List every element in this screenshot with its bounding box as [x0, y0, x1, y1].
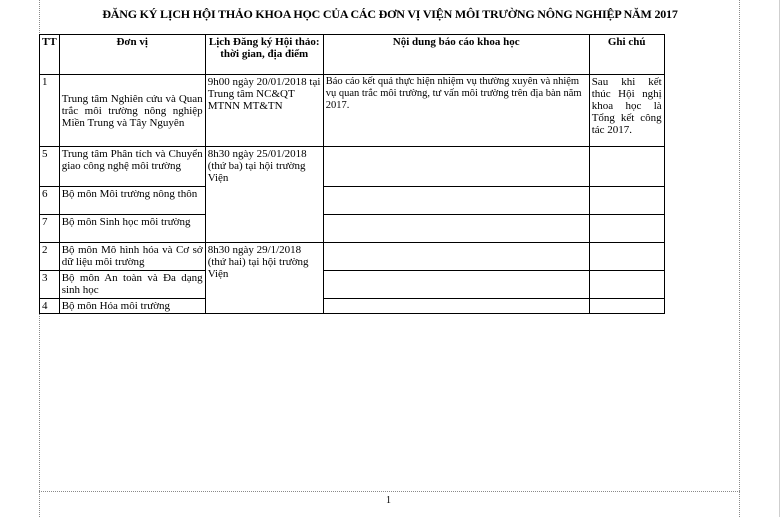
header-ghi-chu: Ghi chú	[589, 35, 664, 75]
row-lich: 9h00 ngày 20/01/2018 tại Trung tâm NC&QT MTNN MT&TN	[205, 75, 323, 147]
table-header-row	[40, 35, 665, 75]
table-row	[40, 243, 665, 271]
row-tt: 6	[40, 187, 60, 215]
document-title: ĐĂNG KÝ LỊCH HỘI THẢO KHOA HỌC CỦA CÁC ĐƠN VỊ VIỆN MÔI TRƯỜNG NÔNG NGHIỆP NĂM 2017	[102, 7, 678, 21]
page-edge	[779, 0, 780, 517]
footer-separator	[39, 491, 740, 492]
row-tt: 4	[40, 299, 60, 314]
schedule-table	[39, 34, 665, 314]
row-lich-group-a: 8h30 ngày 25/01/2018 (thứ ba) tại hội trường Viện	[205, 147, 323, 243]
row-ghi-chu-empty	[589, 187, 664, 215]
table-row	[40, 147, 665, 187]
header-lich: Lịch Đăng ký Hội thảo: thời gian, địa điểm	[205, 35, 323, 75]
row-noi-dung-empty	[323, 243, 589, 271]
row-don-vi: Bộ môn Mô hình hóa và Cơ sở dữ liệu môi trường	[59, 243, 205, 271]
table-row	[40, 187, 665, 215]
header-tt: TT	[40, 35, 60, 75]
row-ghi-chu: Sau khi kết thúc Hội nghị khoa học là Tổng kết công tác 2017.	[589, 75, 664, 147]
row-noi-dung: Báo cáo kết quả thực hiện nhiệm vụ thường xuyên và nhiệm vụ quan trắc môi trường, tư vấn môi trường trên địa bàn năm 2017.	[323, 75, 589, 147]
row-don-vi: Trung tâm Phân tích và Chuyển giao công nghệ môi trường	[59, 147, 205, 187]
page-number: 1	[386, 495, 391, 506]
row-ghi-chu-empty	[589, 147, 664, 187]
table-row	[40, 299, 665, 314]
row-noi-dung-empty	[323, 299, 589, 314]
row-tt: 2	[40, 243, 60, 271]
row-tt: 3	[40, 271, 60, 299]
table-row	[40, 75, 665, 147]
row-tt: 7	[40, 215, 60, 243]
row-tt: 1	[40, 75, 60, 147]
table-row	[40, 215, 665, 243]
header-don-vi: Đơn vị	[59, 35, 205, 75]
header-noi-dung: Nội dung báo cáo khoa học	[323, 35, 589, 75]
row-ghi-chu-empty	[589, 271, 664, 299]
table-row	[40, 271, 665, 299]
row-noi-dung-empty	[323, 215, 589, 243]
row-tt: 5	[40, 147, 60, 187]
row-don-vi: Bộ môn Sinh học môi trường	[59, 215, 205, 243]
row-lich-group-b: 8h30 ngày 29/1/2018 (thứ hai) tại hội trường Viện	[205, 243, 323, 314]
row-noi-dung-empty	[323, 187, 589, 215]
row-don-vi: Bộ môn An toàn và Đa dạng sinh học	[59, 271, 205, 299]
row-ghi-chu-empty	[589, 243, 664, 271]
row-don-vi: Bộ môn Hóa môi trường	[59, 299, 205, 314]
row-ghi-chu-empty	[589, 215, 664, 243]
row-ghi-chu-empty	[589, 299, 664, 314]
row-noi-dung-empty	[323, 271, 589, 299]
row-don-vi: Bộ môn Môi trường nông thôn	[59, 187, 205, 215]
row-noi-dung-empty	[323, 147, 589, 187]
row-don-vi: Trung tâm Nghiên cứu và Quan trắc môi trường nông nghiệp Miền Trung và Tây Nguyên	[59, 75, 205, 147]
